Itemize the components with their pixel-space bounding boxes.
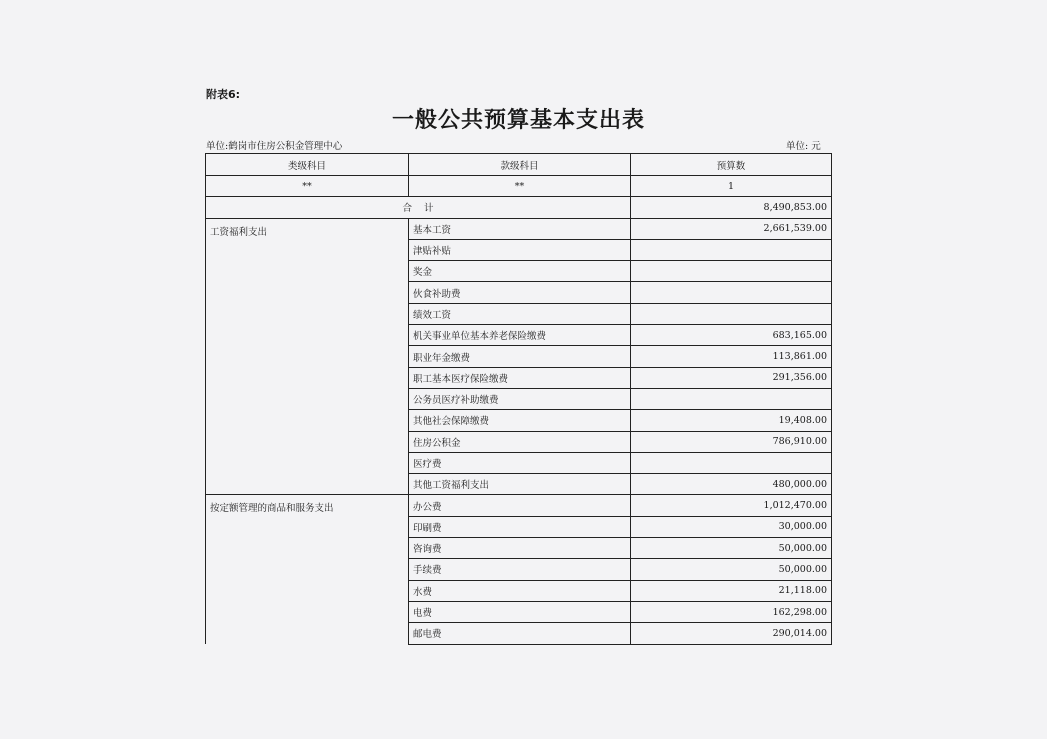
table-row [206, 495, 832, 516]
budget-value-cell: 683,165.00 [631, 325, 832, 346]
budget-value-cell [631, 261, 832, 282]
item-cell: 津贴补贴 [409, 239, 631, 260]
header-category: 类级科目 [206, 154, 409, 176]
item-cell: 公务员医疗补助缴费 [409, 388, 631, 409]
item-cell: 手续费 [409, 559, 631, 580]
total-row [206, 197, 832, 218]
table-header-row [206, 154, 832, 176]
header-item: 款级科目 [409, 154, 631, 176]
budget-value-cell: 21,118.00 [631, 580, 832, 601]
item-cell: 印刷费 [409, 516, 631, 537]
item-cell: 邮电费 [409, 623, 631, 644]
item-cell: 住房公积金 [409, 431, 631, 452]
budget-value-cell: 19,408.00 [631, 410, 832, 431]
item-cell: 其他社会保障缴费 [409, 410, 631, 431]
item-cell: 机关事业单位基本养老保险缴费 [409, 325, 631, 346]
item-cell: 职工基本医疗保险缴费 [409, 367, 631, 388]
budget-value-cell: 2,661,539.00 [631, 218, 832, 239]
item-cell: 电费 [409, 601, 631, 622]
budget-value-cell [631, 282, 832, 303]
item-cell: 咨询费 [409, 538, 631, 559]
item-cell: 其他工资福利支出 [409, 474, 631, 495]
unit-organization: 单位:鹤岗市住房公积金管理中心 [206, 141, 343, 152]
budget-value-cell: 113,861.00 [631, 346, 832, 367]
item-cell: 办公费 [409, 495, 631, 516]
code-budget: 1 [631, 176, 832, 197]
budget-value-cell: 50,000.00 [631, 559, 832, 580]
item-cell: 职业年金缴费 [409, 346, 631, 367]
total-label: 合 计 [206, 197, 631, 218]
budget-value-cell: 50,000.00 [631, 538, 832, 559]
sheet-label: 附表6: [206, 88, 241, 101]
budget-value-cell: 786,910.00 [631, 431, 832, 452]
budget-value-cell [631, 303, 832, 324]
item-cell: 绩效工资 [409, 303, 631, 324]
budget-table [205, 153, 832, 645]
item-cell: 水费 [409, 580, 631, 601]
budget-value-cell: 291,356.00 [631, 367, 832, 388]
budget-value-cell: 290,014.00 [631, 623, 832, 644]
header-budget: 预算数 [631, 154, 832, 176]
budget-value-cell: 480,000.00 [631, 474, 832, 495]
code-item: ** [409, 176, 631, 197]
budget-value-cell: 162,298.00 [631, 601, 832, 622]
budget-value-cell [631, 452, 832, 473]
budget-value-cell: 30,000.00 [631, 516, 832, 537]
total-value: 8,490,853.00 [631, 197, 832, 218]
item-cell: 基本工资 [409, 218, 631, 239]
code-row [206, 176, 832, 197]
page-title: 一般公共预算基本支出表 [391, 108, 645, 133]
budget-value-cell: 1,012,470.00 [631, 495, 832, 516]
category-cell: 工资福利支出 [206, 218, 409, 495]
code-category: ** [206, 176, 409, 197]
table-row [206, 218, 832, 239]
item-cell: 奖金 [409, 261, 631, 282]
budget-value-cell [631, 239, 832, 260]
category-cell: 按定额管理的商品和服务支出 [206, 495, 409, 644]
item-cell: 医疗费 [409, 452, 631, 473]
item-cell: 伙食补助费 [409, 282, 631, 303]
budget-value-cell [631, 388, 832, 409]
unit-currency: 单位: 元 [786, 141, 821, 152]
